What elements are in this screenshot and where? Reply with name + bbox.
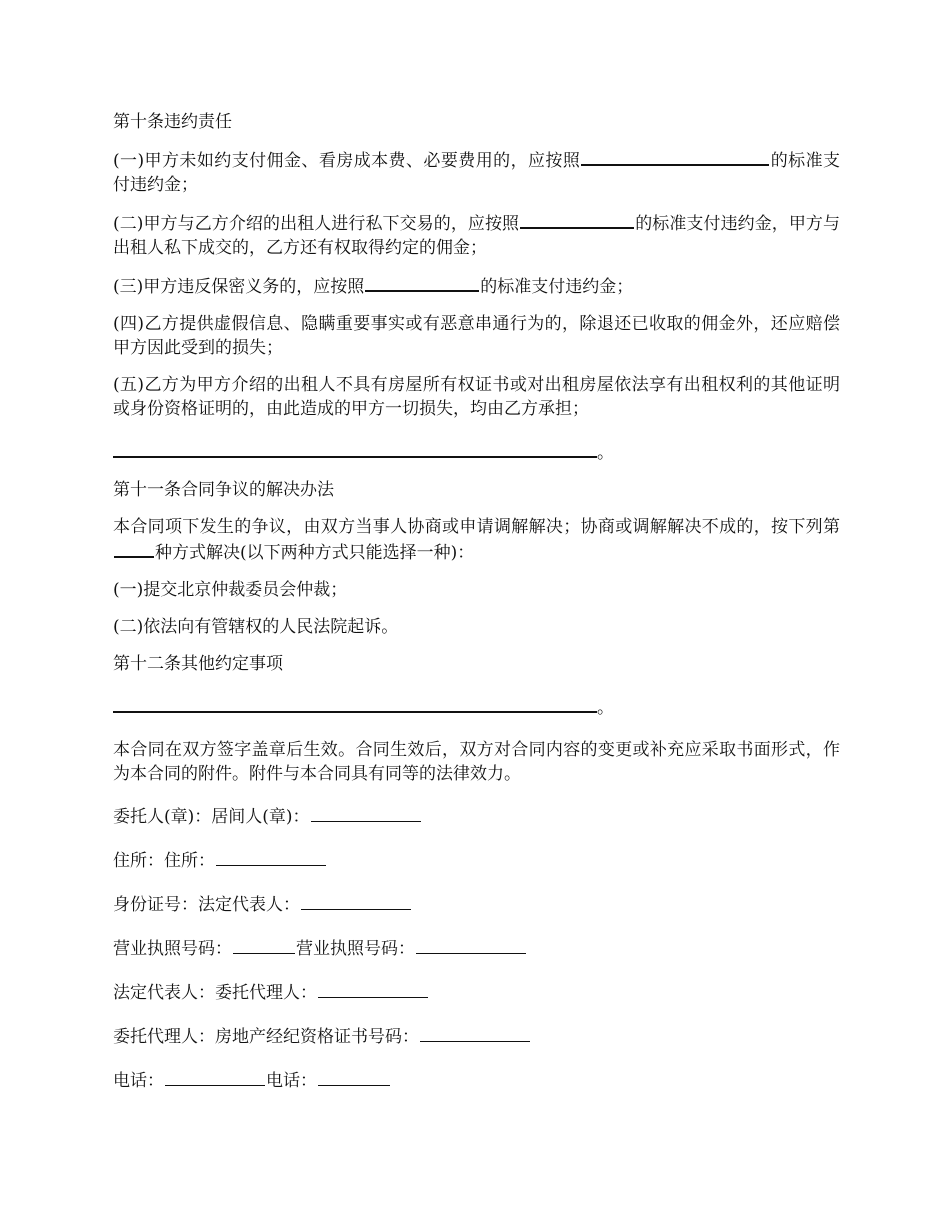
signature-line-2-label: 住所：住所：: [113, 851, 215, 871]
signature-line-7-blank-a[interactable]: [165, 1068, 265, 1086]
article10-item3: [113, 273, 840, 299]
signature-line-1-label: 委托人(章)：居间人(章)：: [113, 807, 310, 827]
signature-line-1: [113, 804, 840, 829]
signature-line-7-label-a: 电话：: [113, 1071, 164, 1091]
article12-title: 第十二条其他约定事项: [113, 654, 283, 674]
article12-extra-line: [113, 694, 840, 720]
signature-line-4: [113, 936, 840, 961]
signature-line-4-label-a: 营业执照号码：: [113, 939, 232, 959]
article10-extra-line: [113, 439, 840, 465]
article11-choice-blank[interactable]: [114, 539, 154, 558]
article11-option2: (二)依法向有管辖权的人民法院起诉。: [113, 617, 399, 637]
signature-line-3-label: 身份证号：法定代表人：: [113, 895, 300, 915]
signature-line-6-blank[interactable]: [420, 1024, 530, 1042]
article10-extra-end: 。: [597, 443, 614, 463]
article10-item2-text-b: 的标准支付违约金，甲方与出租人私下成交的，乙方还有权取得约定的佣金；: [113, 214, 841, 258]
article12-extra-blank[interactable]: [113, 694, 597, 713]
article12-extra-end: 。: [597, 698, 614, 718]
article10-extra-blank[interactable]: [113, 439, 597, 458]
signature-line-6: [113, 1024, 840, 1049]
article11-intro-text-a: 本合同项下发生的争议，由双方当事人协商或申请调解解决；协商或调解解决不成的，按下列第: [113, 517, 840, 537]
article10-item3-blank[interactable]: [365, 273, 479, 292]
article11-intro: [113, 515, 840, 565]
signature-line-6-label: 委托代理人：房地产经纪资格证书号码：: [113, 1027, 419, 1047]
article10-item1: [113, 147, 840, 197]
article10-item5: (五)乙方为甲方介绍的出租人不具有房屋所有权证书或对出租房屋依法享有出租权利的其他证明或身份资格证明的，由此造成的甲方一切损失，均由乙方承担；: [113, 375, 840, 419]
signature-line-4-blank-b[interactable]: [416, 936, 526, 954]
signature-line-2-blank[interactable]: [216, 848, 326, 866]
signature-line-3: [113, 892, 840, 917]
signature-line-7: [113, 1068, 840, 1093]
article10-item1-blank[interactable]: [581, 147, 769, 166]
signature-line-5-blank[interactable]: [318, 980, 428, 998]
article10-item1-text-b: 的标准支付违约金；: [113, 151, 840, 195]
signature-line-5: [113, 980, 840, 1005]
signature-line-7-blank-b[interactable]: [318, 1068, 390, 1086]
signature-line-4-label-b: 营业执照号码：: [296, 939, 415, 959]
contract-page: [113, 110, 840, 1112]
article10-item3-text-a: (三)甲方违反保密义务的，应按照: [113, 277, 365, 297]
article11-title: 第十一条合同争议的解决办法: [113, 480, 334, 500]
article10-item1-text-a: (一)甲方未如约支付佣金、看房成本费、必要费用的，应按照: [113, 151, 581, 171]
article11-intro-text-b: 种方式解决(以下两种方式只能选择一种)：: [155, 543, 475, 563]
signature-line-7-label-b: 电话：: [266, 1071, 317, 1091]
signature-line-5-label: 法定代表人：委托代理人：: [113, 983, 317, 1003]
signature-line-2: [113, 848, 840, 873]
signature-line-4-blank-a[interactable]: [233, 936, 295, 954]
signature-line-3-blank[interactable]: [301, 892, 411, 910]
article10-item3-text-b: 的标准支付违约金；: [480, 277, 634, 297]
article10-title: 第十条违约责任: [113, 112, 232, 132]
article10-item4: (四)乙方提供虚假信息、隐瞒重要事实或有恶意串通行为的，除退还已收取的佣金外，还应赔偿甲方因此受到的损失；: [113, 314, 840, 358]
effect-clause: 本合同在双方签字盖章后生效。合同生效后，双方对合同内容的变更或补充应采取书面形式，作为本合同的附件。附件与本合同具有同等的法律效力。: [113, 740, 840, 784]
article10-item2-text-a: (二)甲方与乙方介绍的出租人进行私下交易的，应按照: [113, 214, 520, 234]
signature-line-1-blank[interactable]: [311, 804, 421, 822]
article11-option1: (一)提交北京仲裁委员会仲裁；: [113, 580, 348, 600]
article10-item2-blank[interactable]: [520, 210, 634, 229]
article10-item2: [113, 210, 840, 260]
